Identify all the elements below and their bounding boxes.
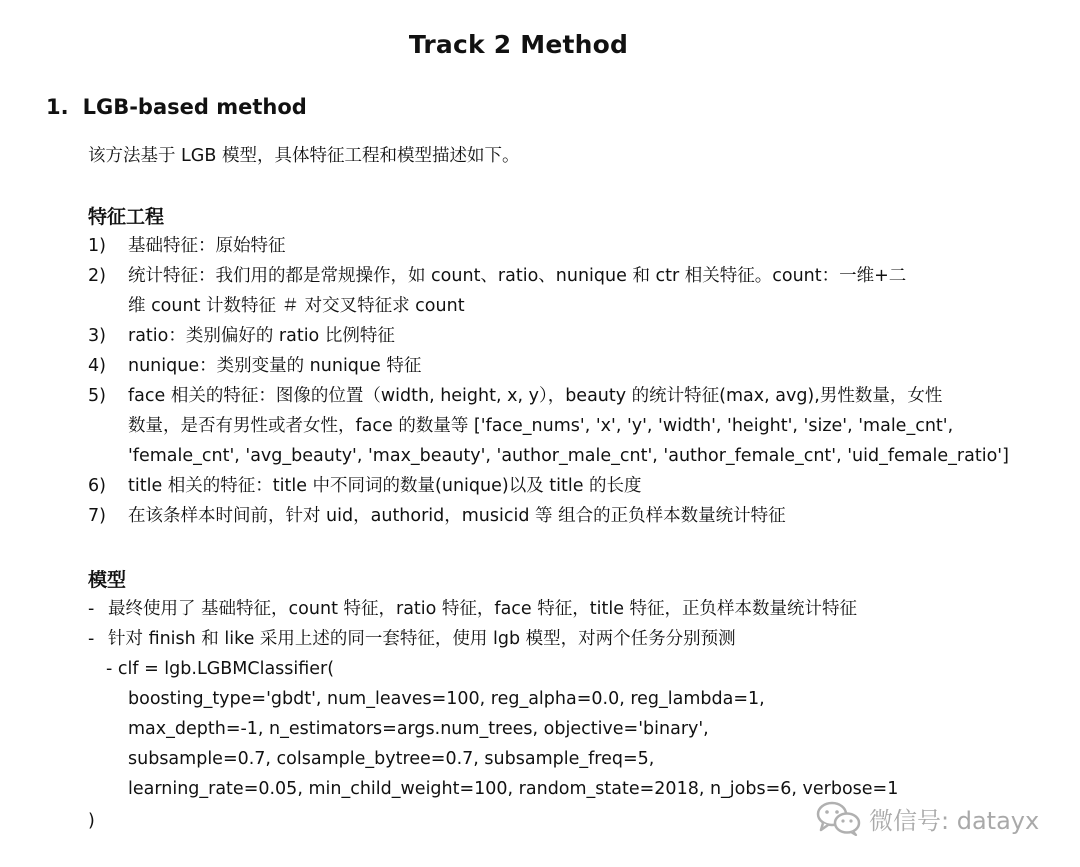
feature-engineering-heading: 特征工程 (88, 206, 165, 228)
list-item (88, 471, 1003, 501)
section-number: 1. (46, 95, 69, 119)
list-item-text: 在该条样本时间前，针对 uid，authorid，musicid 等 组合的正负样本数量统计特征 (128, 506, 786, 526)
code-line: - clf = lgb.LGBMClassifier( (106, 659, 335, 679)
code-line: subsample=0.7, colsample_bytree=0.7, subsample_freq=5, (128, 749, 655, 769)
model-list (88, 594, 857, 654)
list-item-number: 6) (88, 476, 106, 496)
list-item-number: 3) (88, 326, 106, 346)
list-item-number: 4) (88, 356, 106, 376)
list-item (88, 594, 857, 624)
wechat-icon (815, 800, 863, 836)
page-title: Track 2 Method (408, 30, 629, 59)
watermark-text: 微信号: datayx (869, 806, 1040, 835)
list-item (88, 261, 1003, 321)
code-block (106, 654, 898, 804)
list-item-number: 2) (88, 266, 106, 286)
list-item (88, 381, 1009, 471)
list-item (88, 321, 1003, 351)
list-item-text: 最终使用了 基础特征，count 特征，ratio 特征，face 特征，title 特征，正负样本数量统计特征 (108, 599, 858, 619)
list-item-text: 针对 finish 和 like 采用上述的同一套特征，使用 lgb 模型，对两个任务分别预测 (108, 629, 736, 649)
intro-paragraph: 该方法基于 LGB 模型，具体特征工程和模型描述如下。 (88, 146, 520, 166)
list-item-text: face 相关的特征：图像的位置（width, height, x, y），beauty 的统计特征(max, avg),男性数量，女性 数量，是否有男性或者女性，face 的数量等 ['face_nums', 'x', 'y', 'width', 'height', 'size', 'male_cnt', 'female_cnt', 'avg_beauty', 'max_beauty', 'author_male_cnt', 'author_female_cnt', 'uid_female_ratio'] (128, 386, 1009, 466)
list-item (88, 231, 1003, 261)
list-dash: - (88, 629, 95, 649)
list-item-number: 5) (88, 386, 106, 406)
section-heading (46, 95, 307, 119)
list-item (88, 501, 1003, 531)
closing-paren: ) (88, 811, 95, 831)
list-item-text: title 相关的特征：title 中不同词的数量(unique)以及 title 的长度 (128, 476, 642, 496)
list-item (88, 351, 1003, 381)
list-item (88, 624, 857, 654)
list-item-text: 基础特征：原始特征 (128, 236, 286, 256)
watermark (815, 800, 1039, 836)
list-dash: - (88, 599, 95, 619)
section-title: LGB-based method (82, 95, 307, 119)
list-item-text: ratio：类别偏好的 ratio 比例特征 (128, 326, 395, 346)
code-line: learning_rate=0.05, min_child_weight=100, random_state=2018, n_jobs=6, verbose=1 (128, 779, 899, 799)
list-item-number: 7) (88, 506, 106, 526)
list-item-text: 统计特征：我们用的都是常规操作，如 count、ratio、nunique 和 ctr 相关特征。count：一维+二 维 count 计数特征 ＃ 对交叉特征求 count (128, 266, 907, 316)
code-line: max_depth=-1, n_estimators=args.num_trees, objective='binary', (128, 719, 709, 739)
list-item-text: nunique：类别变量的 nunique 特征 (128, 356, 422, 376)
code-line: boosting_type='gbdt', num_leaves=100, reg_alpha=0.0, reg_lambda=1, (128, 689, 765, 709)
list-item-number: 1) (88, 236, 106, 256)
feature-list (88, 231, 1009, 531)
model-heading: 模型 (88, 569, 127, 591)
